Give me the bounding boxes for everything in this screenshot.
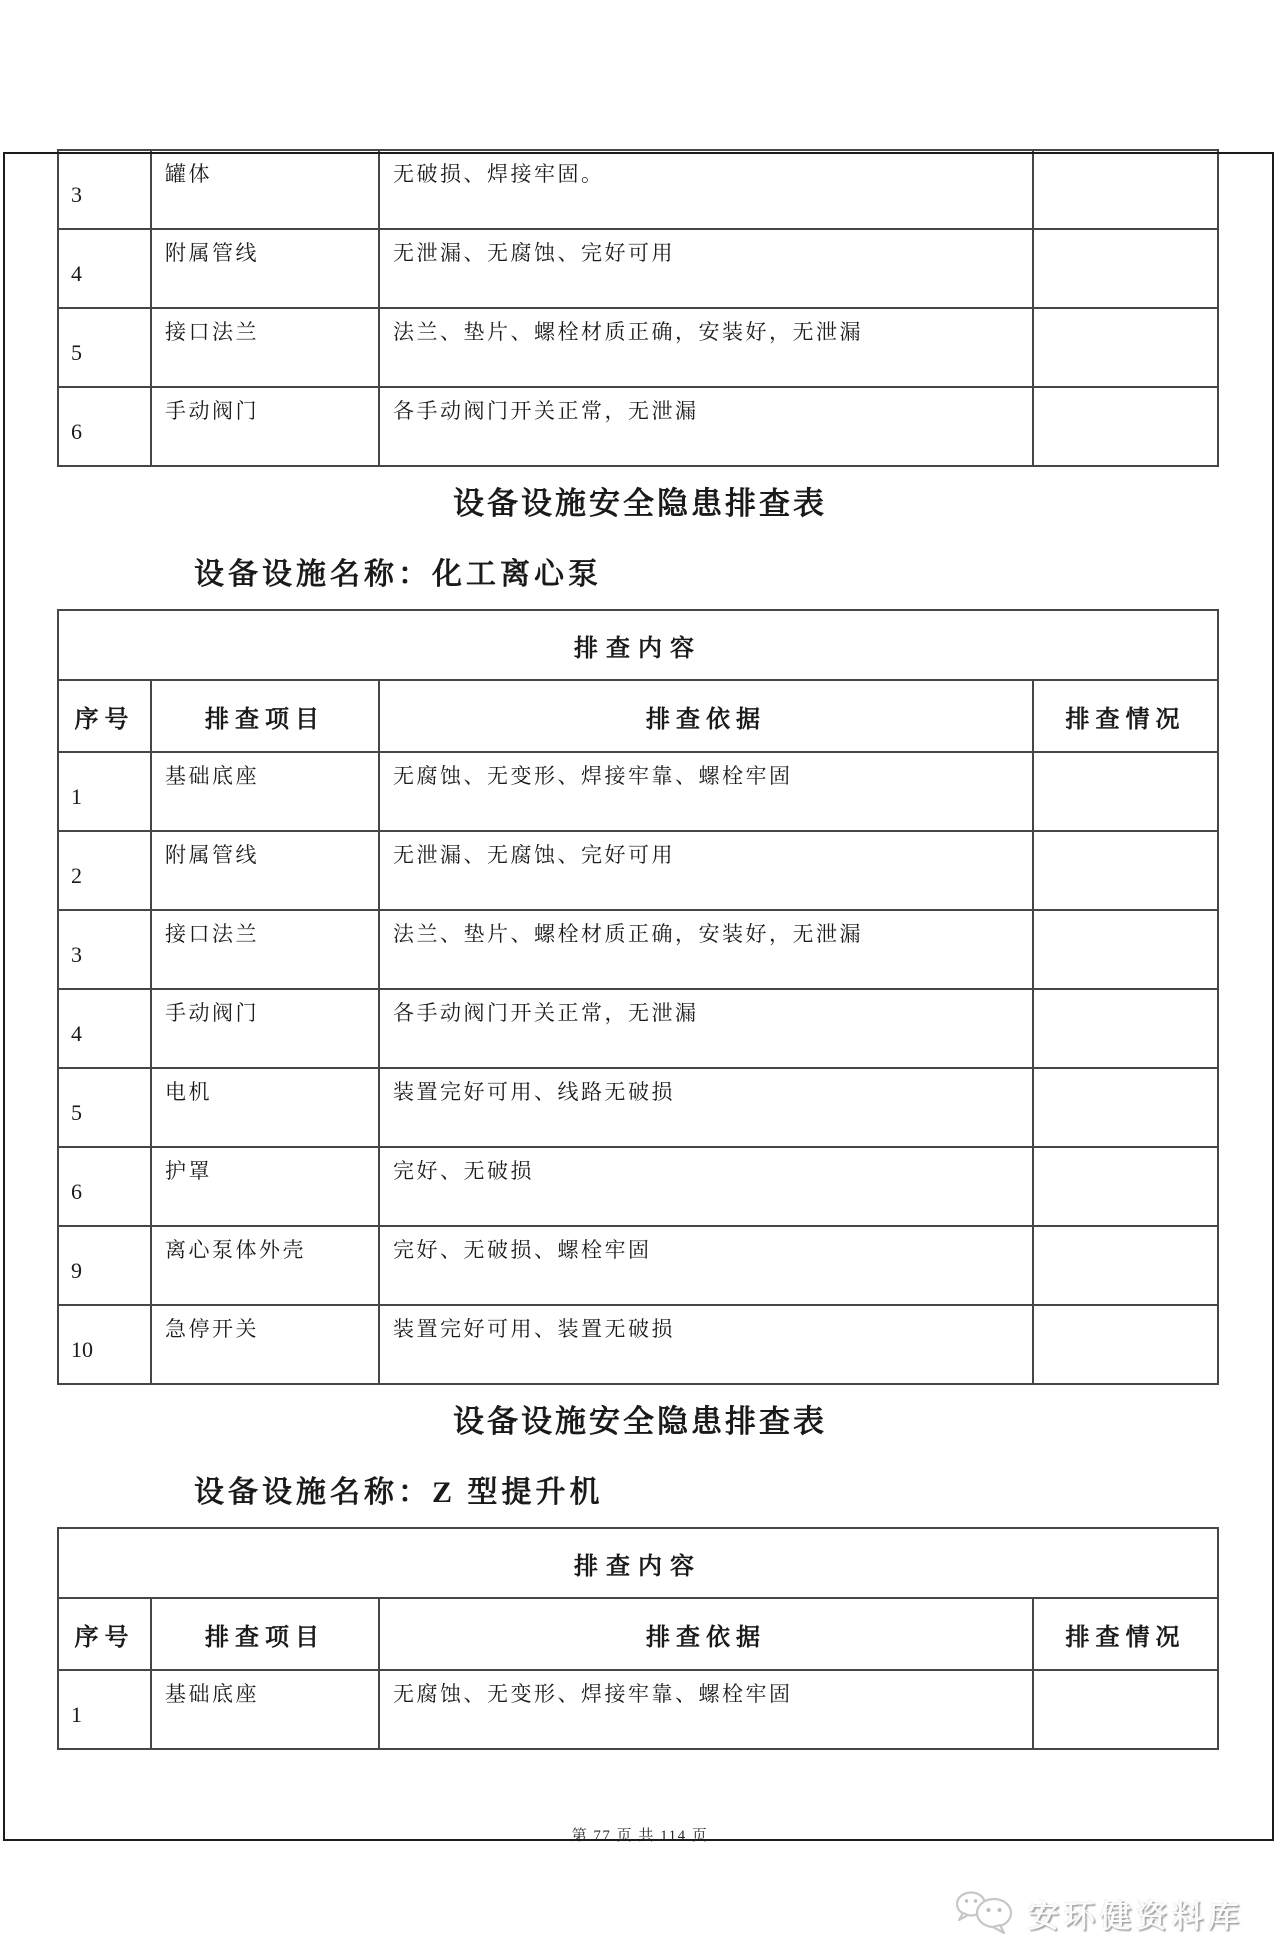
section-title-pump: 设备设施安全隐患排查表 <box>453 486 827 521</box>
cell-item: 接口法兰 <box>151 308 379 387</box>
col-header-seq: 序号 <box>58 1598 151 1670</box>
content-header-cell: 排查内容 <box>58 1528 1218 1598</box>
cell-basis: 无泄漏、无腐蚀、完好可用 <box>379 831 1033 910</box>
table-row <box>58 1670 1218 1749</box>
col-header-item: 排查项目 <box>151 680 379 752</box>
cell-basis: 法兰、垫片、螺栓材质正确，安装好，无泄漏 <box>379 308 1033 387</box>
cell-status <box>1033 1670 1218 1749</box>
table-row <box>58 1226 1218 1305</box>
table-row <box>58 910 1218 989</box>
cell-item: 离心泵体外壳 <box>151 1226 379 1305</box>
column-header-row <box>58 1598 1218 1670</box>
cell-status <box>1033 1226 1218 1305</box>
table-row <box>58 752 1218 831</box>
table-row <box>58 229 1218 308</box>
cell-seq: 9 <box>58 1226 151 1305</box>
cell-seq: 3 <box>58 150 151 229</box>
chat-bubbles-icon <box>954 1889 1020 1937</box>
cell-basis: 法兰、垫片、螺栓材质正确，安装好，无泄漏 <box>379 910 1033 989</box>
cell-seq: 6 <box>58 387 151 466</box>
cell-seq: 1 <box>58 752 151 831</box>
cell-seq: 4 <box>58 229 151 308</box>
cell-status <box>1033 752 1218 831</box>
cell-seq: 2 <box>58 831 151 910</box>
cell-item: 手动阀门 <box>151 989 379 1068</box>
col-header-basis: 排查依据 <box>379 680 1033 752</box>
cell-item: 护罩 <box>151 1147 379 1226</box>
table-row <box>58 150 1218 229</box>
cell-basis: 完好、无破损 <box>379 1147 1033 1226</box>
content-header-row <box>58 610 1218 680</box>
equipment-name-label: 设备设施名称： <box>194 558 432 591</box>
cell-basis: 各手动阀门开关正常，无泄漏 <box>379 989 1033 1068</box>
equipment-name-label: 设备设施名称： <box>194 1476 432 1509</box>
equipment-name-line-hoist <box>194 1471 1280 1515</box>
cell-basis: 装置完好可用、装置无破损 <box>379 1305 1033 1384</box>
cell-item: 接口法兰 <box>151 910 379 989</box>
cell-item: 附属管线 <box>151 831 379 910</box>
cell-seq: 4 <box>58 989 151 1068</box>
cell-item: 基础底座 <box>151 1670 379 1749</box>
cell-status <box>1033 308 1218 387</box>
equipment-name-line-pump <box>194 553 1280 597</box>
content-header-cell: 排查内容 <box>58 610 1218 680</box>
cell-item: 罐体 <box>151 150 379 229</box>
cell-item: 急停开关 <box>151 1305 379 1384</box>
cell-seq: 6 <box>58 1147 151 1226</box>
section-title-hoist: 设备设施安全隐患排查表 <box>453 1404 827 1439</box>
table-row <box>58 1305 1218 1384</box>
table-row <box>58 831 1218 910</box>
cell-status <box>1033 150 1218 229</box>
column-header-row <box>58 680 1218 752</box>
inspection-table-pump <box>57 609 1219 1385</box>
watermark-text: 安环健资料库 <box>1028 1898 1244 1934</box>
cell-status <box>1033 989 1218 1068</box>
cell-status <box>1033 910 1218 989</box>
cell-seq: 5 <box>58 308 151 387</box>
inspection-table-hoist <box>57 1527 1219 1750</box>
cell-basis: 无泄漏、无腐蚀、完好可用 <box>379 229 1033 308</box>
cell-basis: 无腐蚀、无变形、焊接牢靠、螺栓牢固 <box>379 752 1033 831</box>
cell-basis: 无腐蚀、无变形、焊接牢靠、螺栓牢固 <box>379 1670 1033 1749</box>
cell-seq: 10 <box>58 1305 151 1384</box>
col-header-basis: 排查依据 <box>379 1598 1033 1670</box>
col-header-status: 排查情况 <box>1033 680 1218 752</box>
equipment-name-value: 化工离心泵 <box>432 558 602 591</box>
cell-status <box>1033 1068 1218 1147</box>
table-row <box>58 387 1218 466</box>
cell-item: 手动阀门 <box>151 387 379 466</box>
document-page <box>0 149 1280 1934</box>
continuation-table <box>57 149 1219 467</box>
watermark <box>954 1889 1244 1937</box>
cell-seq: 1 <box>58 1670 151 1749</box>
table-row <box>58 1147 1218 1226</box>
table-row <box>58 308 1218 387</box>
content-header-row <box>58 1528 1218 1598</box>
cell-basis: 无破损、焊接牢固。 <box>379 150 1033 229</box>
cell-basis: 装置完好可用、线路无破损 <box>379 1068 1033 1147</box>
cell-item: 基础底座 <box>151 752 379 831</box>
cell-basis: 各手动阀门开关正常，无泄漏 <box>379 387 1033 466</box>
cell-seq: 5 <box>58 1068 151 1147</box>
cell-item: 附属管线 <box>151 229 379 308</box>
cell-status <box>1033 387 1218 466</box>
page-number: 第 77 页 共 114 页 <box>571 1828 709 1844</box>
cell-status <box>1033 1147 1218 1226</box>
cell-status <box>1033 1305 1218 1384</box>
col-header-seq: 序号 <box>58 680 151 752</box>
cell-seq: 3 <box>58 910 151 989</box>
cell-basis: 完好、无破损、螺栓牢固 <box>379 1226 1033 1305</box>
cell-status <box>1033 831 1218 910</box>
col-header-item: 排查项目 <box>151 1598 379 1670</box>
table-row <box>58 989 1218 1068</box>
equipment-name-value: Z 型提升机 <box>432 1476 604 1509</box>
col-header-status: 排查情况 <box>1033 1598 1218 1670</box>
cell-status <box>1033 229 1218 308</box>
table-row <box>58 1068 1218 1147</box>
cell-item: 电机 <box>151 1068 379 1147</box>
